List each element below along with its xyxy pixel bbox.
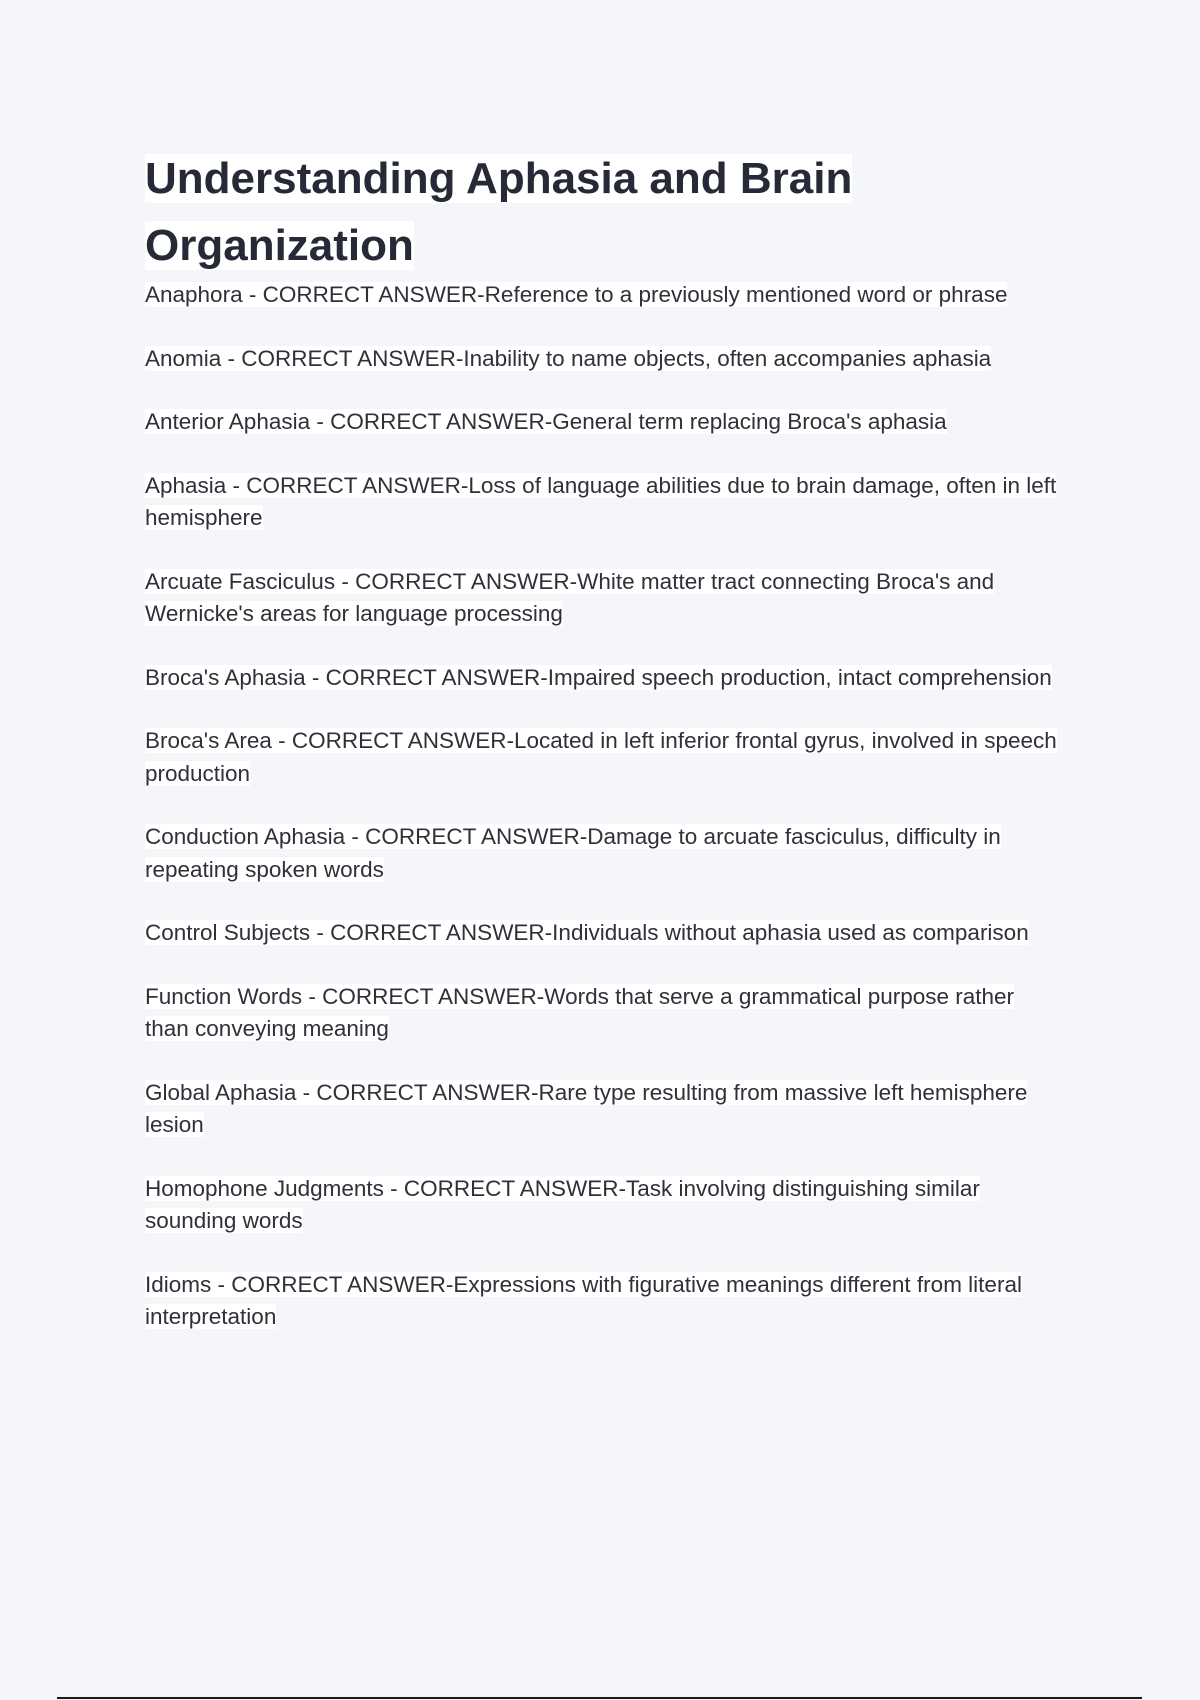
entry-text: Homophone Judgments - CORRECT ANSWER-Task involving distinguishing similar sounding words [145,1175,980,1233]
glossary-entry [145,343,1060,376]
glossary-entry [145,821,1060,886]
entry-text: Anomia - CORRECT ANSWER-Inability to name objects, often accompanies aphasia [145,345,992,371]
glossary-entry [145,1173,1060,1238]
glossary-entry [145,917,1060,950]
entry-text: Anterior Aphasia - CORRECT ANSWER-General term replacing Broca's aphasia [145,409,947,434]
glossary-entry [145,470,1060,535]
glossary-entry [145,981,1060,1046]
entry-text: Broca's Area - CORRECT ANSWER-Located in left inferior frontal gyrus, involved in speech production [145,728,1057,786]
document-title [145,145,1075,279]
glossary-entry [145,566,1060,631]
document-content [145,145,1075,1365]
page-bottom-rule [57,1697,1142,1699]
glossary-entry [145,725,1060,790]
glossary-entry [145,1077,1060,1142]
entry-text: Global Aphasia - CORRECT ANSWER-Rare type resulting from massive left hemisphere lesion [145,1079,1028,1137]
glossary-entry [145,406,1060,439]
entry-text: Broca's Aphasia - CORRECT ANSWER-Impaired speech production, intact comprehension [145,664,1052,690]
entry-text: Anaphora - CORRECT ANSWER-Reference to a previously mentioned word or phrase [145,282,1008,307]
glossary-entry [145,1269,1060,1334]
glossary-entry [145,279,1060,312]
entry-text: Arcuate Fasciculus - CORRECT ANSWER-White matter tract connecting Broca's and Wernicke's areas for language processing [145,568,995,626]
entry-text: Conduction Aphasia - CORRECT ANSWER-Damage to arcuate fasciculus, difficulty in repeating spoken words [145,824,1001,882]
glossary-entry [145,662,1060,695]
title-line-2: Organization [145,221,414,270]
entry-text: Aphasia - CORRECT ANSWER-Loss of language abilities due to brain damage, often in left hemisphere [145,472,1057,530]
entry-text: Function Words - CORRECT ANSWER-Words that serve a grammatical purpose rather than conveying meaning [145,983,1015,1041]
entry-text: Idioms - CORRECT ANSWER-Expressions with figurative meanings different from literal interpretation [145,1271,1022,1329]
entry-text: Control Subjects - CORRECT ANSWER-Individuals without aphasia used as comparison [145,920,1029,945]
glossary-list [145,279,1075,1334]
title-line-1: Understanding Aphasia and Brain [145,154,853,203]
